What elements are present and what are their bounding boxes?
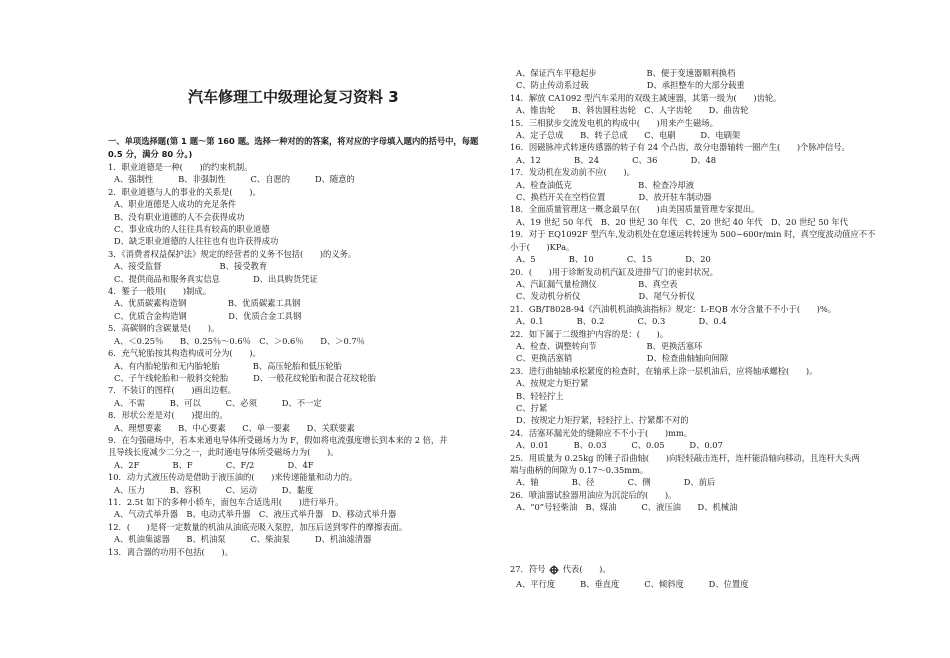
answer-option-line: A、检查、调整转向节 B、更换活塞环 — [516, 340, 703, 351]
answer-option-line: B、轻轻拧上 — [516, 390, 564, 401]
q27-options: A、平行度 B、垂直度 C、倾斜度 D、位置度 — [516, 579, 749, 589]
left-question-list — [108, 161, 490, 558]
question-line: 14．解放 CA1092 型汽车采用的双级主减速器，其第一级为( )齿轮。 — [510, 92, 782, 103]
question-line: 22．如下属于二级维护内容的是：( )。 — [510, 328, 669, 339]
answer-option-line: A、轴 B、径 C、侧 D、前后 — [516, 477, 716, 488]
answer-option-line: C、拧紧 — [516, 402, 548, 413]
section-header: 一、单项选择题(第 1 题～第 160 题。选择一种对的的答案，将对应的字母填入题内的括号中，每题 0.5 分，满分 80 分。) — [108, 136, 479, 159]
right-question-list — [510, 67, 888, 514]
question-line: 11．2.5t 如下的多种小轿车，面包车合适选用( )进行举升。 — [108, 496, 344, 507]
question-27 — [510, 563, 611, 575]
question-line: 3．《消费者权益保护法》规定的经营者的义务不包括( )的义务。 — [108, 248, 357, 259]
q27-suffix: 代表( )。 — [562, 564, 611, 574]
question-line: 5．高碳钢的含碳量是( )。 — [108, 323, 220, 334]
answer-option-line: D、按规定力矩拧紧，轻轻拧上、拧紧都不对的 — [516, 415, 689, 426]
question-line: 23．进行曲轴轴承松紧度的检查时，在轴承上涂一层机油后，应将轴承螺栓( )。 — [510, 365, 818, 376]
answer-option-line: A、＜0.25％ B、0.25％～0.6％ C、＞0.6％ D、＞0.7％ — [114, 335, 365, 346]
answer-option-line: A、5 B、10 C、15 D、20 — [516, 254, 711, 265]
answer-option-line: A、机油集滤器 B、机油泵 C、柴油泵 D、机油滤清器 — [114, 534, 372, 545]
answer-option-line: C、更换活塞销 D、检查曲轴轴向间隙 — [516, 353, 729, 364]
answer-option-line: A、压力 B、容积 C、运动 D、黏度 — [114, 484, 314, 495]
answer-option-line: A、气动式举升器 B、电动式举升器 C、液压式举升器 D、移动式举升器 — [114, 509, 397, 520]
answer-option-line: A、锥齿轮 B、斜齿圆柱齿轮 C、人字齿轮 D、曲齿轮 — [516, 105, 749, 116]
question-line: 8．形状公差是对( )提出的。 — [108, 410, 228, 421]
answer-option-line: A、按规定力矩拧紧 — [516, 378, 589, 389]
answer-option-line: D、缺乏职业道德的人往往也有也许获得成功 — [114, 236, 279, 247]
answer-option-line: A、有内胎轮胎和无内胎轮胎 B、高压轮胎和低压轮胎 — [114, 360, 342, 371]
question-line: 6．充气轮胎按其构造构成可分为( )。 — [108, 348, 261, 359]
question-line: 13．离合器的功用不包括( )。 — [108, 546, 233, 557]
document-title: 汽车修理工中级理论复习资料 3 — [188, 88, 399, 106]
answer-option-line: A、理想要素 B、中心要素 C、单一要素 D、关联要素 — [114, 422, 355, 433]
answer-option-line: A、汽缸漏气量检测仪 B、真空表 — [516, 278, 678, 289]
question-line: 26．喷油器试验器用油应为沉淀后的( )。 — [510, 489, 677, 500]
answer-option-line: C、提供商品和服务真实信息 D、出具购货凭证 — [114, 273, 318, 284]
answer-option-line: C、事业成功的人往往具有较高的职业道德 — [114, 224, 270, 235]
question-line: 4．錾子一般用( )制成。 — [108, 286, 212, 297]
answer-option-line: C、发动机分析仪 D、尾气分析仪 — [516, 291, 695, 302]
question-line: 1．职业道德是一种( )的约束机制。 — [108, 162, 253, 172]
answer-option-line: A、优质碳素构造钢 B、优质碳素工具钢 — [114, 298, 301, 309]
answer-option-line: A、12 B、24 C、36 D、48 — [516, 154, 717, 165]
answer-option-line: C、换档开关在空档位置 D、放开驻车制动器 — [516, 192, 712, 203]
question-line: 18．全面质量管理这一概念最早在( )由美国质量管理专家提出。 — [510, 204, 760, 215]
answer-option-line: A、0.1 B、0.2 C、0.3 D、0.4 — [516, 316, 727, 327]
answer-option-line: C、子午线轮胎和一般斜交轮胎 D、一般花纹轮胎和混合花纹轮胎 — [114, 372, 376, 383]
answer-option-line: A、接受监督 B、接受教育 — [114, 261, 268, 272]
answer-option-line: A、0.01 B、0.03 C、0.05 D、0.07 — [516, 440, 723, 451]
answer-option-line: C、优质合金构造钢 D、优质合金工具钢 — [114, 310, 302, 321]
question-line: 9．在匀强磁场中，若本来通电导体所受磁场力为 F，假如将电流强度增长到本来的 2 倍，并 — [108, 434, 448, 445]
answer-option-line: A、保证汽车平稳起步 B、便于变速器顺利换档 — [516, 68, 736, 78]
answer-option-line: A、检查油低克 B、检查冷却液 — [516, 179, 695, 190]
question-line: 12．( )是将一定数量的机油从油底壳吸入泵腔，加压后送到零件的摩擦表面。 — [108, 521, 408, 532]
position-tolerance-icon — [549, 565, 559, 575]
question-line: 小于( )KPa。 — [510, 241, 575, 252]
question-line: 15．三相狱步交流发电机的构成中( )用来产生磁场。 — [510, 117, 718, 128]
answer-option-line: A、“0”号轻柴油 B、煤油 C、液压油 D、机械油 — [516, 502, 738, 513]
question-line: 24．活塞环漏光处的缝隙应不不小于( )mm。 — [510, 427, 693, 438]
answer-option-line: A、19 世纪 50 年代 B、20 世纪 30 年代 C、20 世纪 40 年代 D、20 世纪 50 年代 — [516, 216, 849, 227]
question-line: 17．发动机在发动前不应( )。 — [510, 167, 635, 178]
answer-option-line: A、定子总成 B、转子总成 C、电刷 D、电刷架 — [516, 130, 741, 141]
answer-option-line: C、防止传动系过载 D、承担整车的大部分载重 — [516, 80, 745, 91]
question-line: 20．( )用于诊断发动机汽缸及进排气门的密封状况。 — [510, 266, 718, 277]
q27-prefix: 27．符号 — [510, 564, 546, 574]
answer-option-line: A、2F B、F C、F/2 D、4F — [114, 459, 314, 470]
question-line: 16．因磁脉冲式转速传感器的转子有 24 个凸齿，故分电器轴转一圈产生( )个脉冲信号。 — [510, 142, 850, 153]
question-line: 2．职业道德与人的事业的关系是( )。 — [108, 186, 261, 197]
question-line: 21．GB/T8028-94《汽油机机油换油指标》规定：L-EQB 水分含量不不小于( )%。 — [510, 303, 837, 314]
question-line: 7．不装订的图样( )画出边框。 — [108, 385, 236, 396]
answer-option-line: A、职业道德是人成功的充足条件 — [114, 199, 237, 210]
answer-option-line: A、强制性 B、非强制性 C、自愿的 D、随意的 — [114, 174, 355, 185]
answer-option-line: A、不需 B、可以 C、必须 D、不一定 — [114, 397, 322, 408]
question-line: 10．动力式液压传动是借助于液压油的( )来传递能量和动力的。 — [108, 472, 358, 483]
question-line: 19．对于 EQ1092F 型汽车,发动机处在怠速运转转速为 500~600r/min 时，真空度波动值应不不 — [510, 229, 876, 240]
question-line: 端与曲柄的间隙为 0.17～0.35mm。 — [510, 465, 649, 475]
answer-option-line: B、没有职业道德的人不会获得成功 — [114, 211, 245, 222]
question-line: 且导线长度减少二分之一，此时通电导体所受磁场力为( )。 — [108, 447, 339, 458]
question-line: 25．用质量为 0.25kg 的锤子沿曲轴( )向轻轻敲击连杆，连杆能沿轴向移动，且连杆大头两 — [510, 452, 860, 463]
